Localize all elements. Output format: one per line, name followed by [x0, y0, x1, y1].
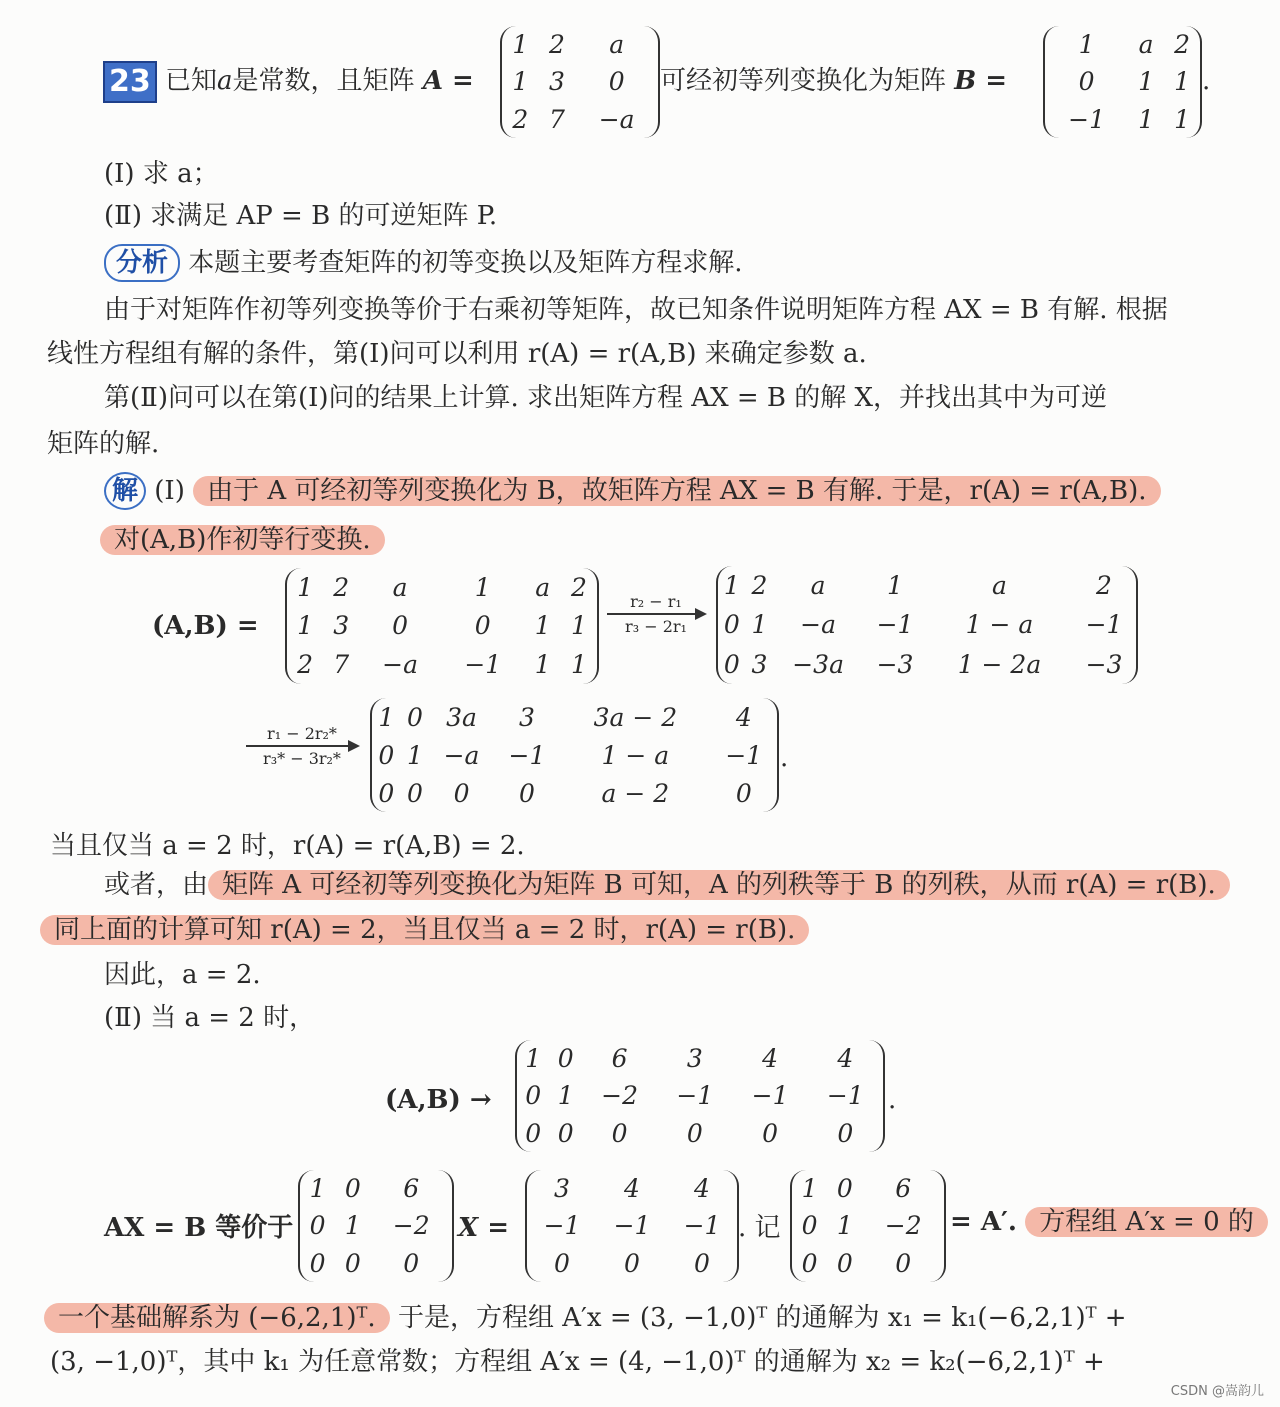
highlight-4: 同上面的计算可知 r(A) = 2，当且仅当 a = 2 时，r(A) = r(B). — [40, 915, 809, 945]
matrix-row — [718, 605, 1136, 644]
matrix-cell: 0 — [895, 1248, 912, 1278]
matrix-row — [718, 645, 1136, 684]
problem-number: 23 — [103, 61, 157, 103]
matrix-cell: 3 — [333, 611, 350, 641]
matrix-cell: 1 — [801, 1174, 818, 1204]
dot-2: . — [888, 1085, 897, 1115]
stem-text-2: 是常数，且矩阵 — [232, 66, 415, 96]
matrix-row — [1045, 101, 1200, 138]
matrix-cell: 0 — [608, 67, 625, 97]
matrix-cell: 0 — [735, 778, 752, 808]
problem-stem — [103, 61, 474, 103]
matrix-cell: 2 — [1096, 571, 1112, 601]
part-2-line: (Ⅱ) 当 a = 2 时， — [104, 1003, 316, 1033]
matrix-cell: 2 — [333, 572, 350, 602]
basis-line — [44, 1298, 1127, 1338]
matrix-M — [298, 1170, 454, 1282]
matrix-cell: −1 — [826, 1081, 864, 1111]
matrix-cell: 1 — [534, 650, 551, 680]
matrix-row — [792, 1170, 944, 1207]
matrix-row — [300, 1207, 452, 1244]
matrix-cell: 0 — [837, 1118, 854, 1148]
row-op-1-bottom: r₃ − 2r₁ — [625, 617, 687, 636]
matrix-cell: −1 — [508, 740, 546, 770]
matrix-cell: 0 — [403, 1248, 420, 1278]
matrix-row — [527, 1170, 737, 1207]
matrix-cell: 0 — [525, 1081, 542, 1111]
eq-x: X = — [458, 1213, 510, 1243]
matrix-row — [372, 698, 777, 736]
highlight-5: 方程组 A′x = 0 的 — [1025, 1207, 1268, 1237]
matrix-cell: 0 — [406, 702, 423, 732]
matrix-cell: −1 — [1068, 104, 1106, 134]
ab-arrow-label: (A,B) → — [385, 1085, 492, 1115]
matrix-cell: −2 — [884, 1211, 922, 1241]
matrix-cell: −1 — [1085, 610, 1123, 640]
matrix-cell: 1 — [887, 571, 903, 601]
matrix-row — [527, 1245, 737, 1282]
matrix-cell: −1 — [464, 650, 502, 680]
matrix-cell: 0 — [624, 1248, 640, 1278]
matrix-row — [287, 645, 597, 684]
matrix-cell: 1 − 2a — [957, 649, 1042, 679]
matrix-cell: −a — [443, 740, 480, 770]
matrix-cell: 1 — [474, 572, 491, 602]
matrix-cell: 1 — [309, 1174, 326, 1204]
matrix-cell: 6 — [403, 1174, 420, 1204]
or-prefix: 或者，由 — [104, 870, 209, 900]
highlight-1: 由于 A 可经初等列变换化为 B，故矩阵方程 AX = B 有解. 于是，r(A) = r(A,B). — [193, 476, 1160, 506]
matrix-cell: 4 — [735, 702, 752, 732]
matrix-AB0 — [285, 568, 599, 684]
matrix-cell: 1 — [1174, 67, 1190, 97]
question-2: (Ⅱ) 求满足 AP = B 的可逆矩阵 P. — [104, 201, 498, 231]
matrix-cell: 0 — [686, 1118, 703, 1148]
stem-end: . — [1202, 66, 1211, 96]
matrix-cell: 1 − a — [965, 610, 1034, 640]
matrix-cell: 0 — [344, 1174, 361, 1204]
eq-tail — [950, 1202, 1268, 1242]
matrix-row — [287, 568, 597, 607]
matrix-cell: −2 — [392, 1211, 430, 1241]
matrix-row — [300, 1245, 452, 1282]
row-op-arrow-1 — [607, 592, 705, 636]
analysis-text: 本题主要考查矩阵的初等变换以及矩阵方程求解. — [188, 248, 743, 278]
matrix-cell: −3a — [792, 649, 844, 679]
matrix-AB1 — [716, 566, 1138, 684]
highlight-2: 对(A,B)作初等行变换. — [100, 525, 385, 555]
matrix-cell: a — [535, 572, 551, 602]
para-2b: 矩阵的解. — [47, 429, 160, 459]
matrix-cell: 0 — [836, 1174, 853, 1204]
same-line — [40, 910, 809, 950]
para-1b: 线性方程组有解的条件，第(Ⅰ)问可以利用 r(A) = r(A,B) 来确定参数 a. — [47, 339, 867, 369]
matrix-cell: 0 — [392, 611, 409, 641]
matrix-cell: a − 2 — [601, 778, 670, 808]
matrix-cell: 0 — [1078, 67, 1095, 97]
matrix-cell: −1 — [751, 1081, 789, 1111]
matrix-M2 — [790, 1170, 946, 1282]
matrix-cell: 1 — [534, 611, 551, 641]
matrix-cell: −1 — [876, 610, 914, 640]
matrix-cell: 0 — [723, 610, 740, 640]
matrix-cell: −a — [800, 610, 837, 640]
matrix-row — [372, 736, 777, 774]
matrix-cell: 4 — [837, 1044, 854, 1074]
matrix-cell: 7 — [333, 650, 350, 680]
row-op-2-top: r₁ − 2r₂* — [267, 724, 337, 743]
matrix-cell: 2 — [549, 30, 565, 60]
row-op-1-top: r₂ − r₁ — [630, 592, 682, 611]
matrix-cell: a — [1138, 30, 1154, 60]
matrix-cell: −1 — [676, 1081, 714, 1111]
solution-line-2 — [100, 520, 385, 560]
matrix-cell: −1 — [683, 1211, 721, 1241]
matrix-cell: −3 — [876, 649, 914, 679]
therefore-line: 因此，a = 2. — [104, 960, 261, 990]
eq-aprime: = A′. — [950, 1207, 1017, 1237]
matrix-cell: 0 — [836, 1248, 853, 1278]
matrix-cell: 0 — [801, 1248, 818, 1278]
matrix-cell: 1 — [297, 572, 314, 602]
matrix-row — [517, 1077, 883, 1114]
matrix-cell: 1 — [512, 30, 529, 60]
matrix-cell: 0 — [801, 1211, 818, 1241]
matrix-cell: 1 — [406, 740, 423, 770]
watermark: CSDN @嵩韵儿 — [1170, 1384, 1264, 1399]
matrix-cell: −a — [382, 650, 418, 680]
matrix-cell: 0 — [406, 778, 423, 808]
matrix-cell: 0 — [762, 1118, 779, 1148]
matrix-cell: 1 — [751, 610, 768, 640]
matrix-cell: a — [810, 571, 826, 601]
matrix-cell: 0 — [453, 778, 470, 808]
highlight-3: 矩阵 A 可经初等列变换化为矩阵 B 可知，A 的列秩等于 B 的列秩，从而 r(A) = r(B). — [208, 870, 1230, 900]
matrix-cell: −1 — [725, 740, 763, 770]
row-op-arrow-2 — [246, 724, 358, 768]
row-op-2-bottom: r₃* − 3r₂* — [263, 749, 341, 768]
matrix-cell: 0 — [557, 1118, 574, 1148]
matrix-cell: 1 — [512, 67, 529, 97]
matrix-row — [502, 63, 658, 100]
question-1: (Ⅰ) 求 a； — [104, 159, 219, 189]
matrix-cell: 0 — [309, 1248, 326, 1278]
matrix-cell: a — [992, 571, 1007, 601]
solution-badge: 解 — [104, 472, 146, 510]
para-1a: 由于对矩阵作初等列变换等价于右乘初等矩阵，故已知条件说明矩阵方程 AX = B 有解. 根据 — [104, 295, 1168, 325]
matrix-row — [792, 1207, 944, 1244]
matrix-row — [287, 607, 597, 646]
matrix-cell: 2 — [297, 650, 314, 680]
arrow-line-2 — [246, 745, 358, 747]
matrix-cell: 1 — [1138, 67, 1155, 97]
matrix-cell: 1 — [1174, 104, 1190, 134]
matrix-cell: 1 — [836, 1211, 853, 1241]
matrix-R — [525, 1170, 739, 1282]
matrix-cell: 0 — [344, 1248, 361, 1278]
matrix-cell: −2 — [601, 1081, 638, 1111]
matrix-cell: 0 — [557, 1044, 574, 1074]
matrix-cell: 1 — [723, 571, 740, 601]
matrix-cell: 2 — [751, 571, 768, 601]
matrix-cell: 1 — [1078, 30, 1095, 60]
matrix-row — [517, 1115, 883, 1152]
analysis-badge: 分析 — [104, 244, 180, 282]
matrix-cell: 0 — [309, 1211, 326, 1241]
matrix-AB3 — [515, 1040, 885, 1152]
matrix-cell: 1 — [344, 1211, 361, 1241]
matrix-cell: −a — [598, 104, 635, 134]
matrix-row — [527, 1207, 737, 1244]
matrix-cell: 3 — [686, 1044, 703, 1074]
matrix-row — [517, 1040, 883, 1077]
stem-A-label: A = — [422, 66, 474, 96]
ab-label: (A,B) = — [152, 611, 259, 641]
matrix-cell: 1 — [570, 650, 587, 680]
stem-B-label: B = — [954, 66, 1008, 96]
stem-tail — [660, 61, 1007, 101]
matrix-cell: 0 — [525, 1118, 542, 1148]
matrix-cell: 4 — [762, 1044, 779, 1074]
matrix-row — [502, 101, 658, 138]
matrix-cell: 0 — [611, 1118, 628, 1148]
eq-ji: . 记 — [738, 1213, 781, 1243]
matrix-row — [792, 1245, 944, 1282]
matrix-cell: 7 — [549, 104, 565, 134]
matrix-A — [500, 26, 660, 138]
matrix-cell: 3 — [549, 67, 565, 97]
matrix-cell: 1 — [557, 1081, 574, 1111]
matrix-cell: a — [392, 572, 408, 602]
para-2a: 第(Ⅱ)问可以在第(Ⅰ)问的结果上计算. 求出矩阵方程 AX = B 的解 X，并找出其中为可逆 — [104, 383, 1108, 413]
matrix-cell: 0 — [474, 611, 491, 641]
matrix-row — [1045, 26, 1200, 63]
matrix-cell: 0 — [519, 778, 535, 808]
matrix-B — [1043, 26, 1202, 138]
matrix-AB2 — [370, 698, 779, 812]
highlight-6: 一个基础解系为 (−6,2,1)ᵀ. — [44, 1303, 390, 1333]
arrow-line-1 — [607, 613, 705, 615]
matrix-cell: 0 — [378, 778, 395, 808]
matrix-cell: −3 — [1085, 649, 1123, 679]
stem-var-a: a — [217, 66, 233, 96]
matrix-row — [718, 566, 1136, 605]
matrix-cell: 1 — [1138, 104, 1155, 134]
matrix-row — [1045, 63, 1200, 100]
matrix-cell: 4 — [624, 1174, 640, 1204]
eq-prefix: AX = B 等价于 — [104, 1213, 294, 1243]
matrix-cell: 3a — [446, 702, 477, 732]
general-solution-2: (3, −1,0)ᵀ，其中 k₁ 为任意常数；方程组 A′x = (4, −1,0)ᵀ 的通解为 x₂ = k₂(−6,2,1)ᵀ + — [50, 1347, 1105, 1377]
matrix-cell: 1 — [570, 611, 587, 641]
analysis-line — [104, 243, 743, 283]
matrix-cell: 2 — [570, 572, 587, 602]
stem-text: 已知 — [165, 66, 218, 96]
matrix-cell: −1 — [613, 1211, 651, 1241]
matrix-cell: 3 — [519, 702, 535, 732]
matrix-cell: 0 — [378, 740, 395, 770]
stem-text-3: 可经初等列变换化为矩阵 — [660, 66, 947, 96]
iff-line: 当且仅当 a = 2 时，r(A) = r(A,B) = 2. — [50, 831, 525, 861]
matrix-cell: 3a − 2 — [593, 702, 678, 732]
matrix-cell: 3 — [554, 1174, 570, 1204]
matrix-cell: −1 — [543, 1211, 581, 1241]
matrix-cell: 0 — [554, 1248, 570, 1278]
general-solution-1: 于是，方程组 A′x = (3, −1,0)ᵀ 的通解为 x₁ = k₁(−6,2,1)ᵀ + — [397, 1303, 1127, 1333]
dot-1: . — [780, 743, 789, 773]
matrix-cell: a — [609, 30, 625, 60]
matrix-cell: 2 — [1174, 30, 1190, 60]
matrix-row — [372, 774, 777, 812]
matrix-cell: 1 − a — [601, 740, 670, 770]
matrix-cell: 6 — [895, 1174, 912, 1204]
matrix-cell: 6 — [611, 1044, 628, 1074]
solution-line-1 — [104, 471, 1161, 511]
matrix-cell: 2 — [512, 104, 529, 134]
matrix-cell: 1 — [525, 1044, 542, 1074]
matrix-cell: 1 — [378, 702, 395, 732]
matrix-cell: 0 — [694, 1248, 710, 1278]
matrix-row — [502, 26, 658, 63]
matrix-row — [300, 1170, 452, 1207]
matrix-cell: 1 — [297, 611, 314, 641]
solution-part-1: (Ⅰ) — [154, 476, 185, 506]
or-line — [104, 865, 1230, 905]
matrix-cell: 3 — [751, 649, 768, 679]
matrix-cell: 4 — [694, 1174, 710, 1204]
matrix-cell: 0 — [723, 649, 740, 679]
